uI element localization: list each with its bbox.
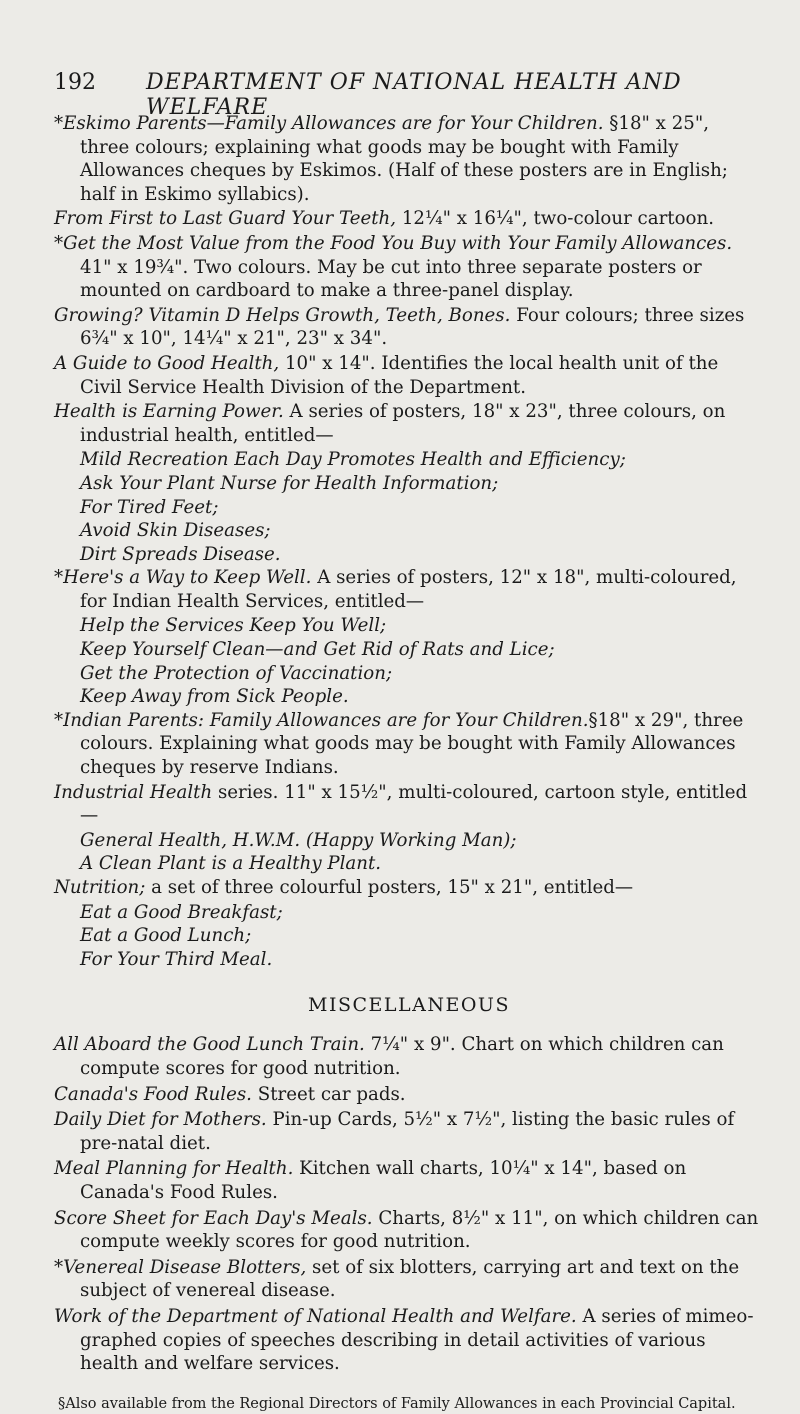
entry-subtitle: General Health, H.W.M. (Happy Working Man); [80,829,517,851]
entry-title: Canada's Food Rules. [54,1083,252,1105]
list-entry [54,352,764,399]
entry-description: 10" x 14". Identifies the local health unit of the Civil Service Health Division of the Department. [80,352,719,398]
page-body [54,112,764,1414]
entry-subtitle: Dirt Spreads Disease. [80,543,281,565]
entry-description: Kitchen wall charts, 10¼" x 14", based on Canada's Food Rules. [80,1158,687,1203]
entry-subtitle: Avoid Skin Diseases; [80,520,271,542]
entry-description: series. 11" x 15½", multi-coloured, cartoon style, entitled— [80,781,748,827]
entry-title: Growing? Vitamin D Helps Growth, Teeth, Bones. [54,304,511,326]
list-entry [54,304,764,351]
section-title-miscellaneous: MISCELLANEOUS [308,994,510,1017]
entry-title: From First to Last Guard Your Teeth, [54,208,397,230]
list-entry [54,1083,764,1107]
page-header [54,70,760,120]
list-entry [54,876,764,900]
entry-title: *Eskimo Parents—Family Allowances are for Your Children. [54,113,604,134]
entry-subtitle: Help the Services Keep You Well; [80,615,387,637]
entry-subtitle: For Your Third Meal. [80,948,273,970]
miscellaneous-list [54,1033,764,1375]
entry-title: All Aboard the Good Lunch Train. [54,1034,365,1056]
page-number: 192 [54,70,96,95]
entry-subtitle: Keep Away from Sick People. [80,686,349,708]
entry-description: Four colours; three sizes 6¾" x 10", 14¼" x 21", 23" x 34". [80,304,745,350]
entry-subtitle: For Tired Feet; [80,496,219,518]
entry-description: Pin-up Cards, 5½" x 7½", listing the basic rules of pre-natal diet. [80,1109,735,1154]
entry-description: A series of posters, 18" x 23", three colours, on industrial health, entitled— [80,401,726,446]
entry-title: Score Sheet for Each Day's Meals. [54,1207,373,1229]
list-entry [54,1157,764,1204]
entry-subtitle: Keep Yourself Clean—and Get Rid of Rats and Lice; [80,639,555,661]
list-entry [54,566,764,613]
entry-description: §18" x 29", three colours. Explaining what goods may be bought with Family Allowances cheques by reserve Indians. [80,709,744,779]
entry-description: 41" x 19¾". Two colours. May be cut into three separate posters or mounted on cardboard to make a three-panel display. [80,256,702,302]
running-title: DEPARTMENT OF NATIONAL HEALTH AND WELFARE [146,70,682,120]
entry-subtitle: Mild Recreation Each Day Promotes Health and Efficiency; [80,449,626,471]
entry-title: Work of the Department of National Health and Welfare. [54,1305,577,1327]
list-entry [54,709,764,780]
entry-description: A series of mimeo-graphed copies of speeches describing in detail activities of various health and welfare services. [80,1305,754,1375]
entry-subtitle: Eat a Good Breakfast; [80,901,283,923]
entry-description: set of six blotters, carrying art and text on the subject of venereal disease. [80,1256,740,1302]
entry-description: 12¼" x 16¼", two-colour cartoon. [396,208,714,230]
list-entry [54,1305,764,1376]
list-entry [54,1207,764,1254]
entry-description: A series of posters, 12" x 18", multi-coloured, for Indian Health Services, entitled— [80,567,737,612]
entry-title: Health is Earning Power. [54,401,284,423]
footnote: §Also available from the Regional Directors of Family Allowances in each Provincial Capital. [58,1395,736,1412]
entry-description: Charts, 8½" x 11", on which children can compute weekly scores for good nutrition. [80,1207,759,1253]
entry-subtitle: Eat a Good Lunch; [80,925,252,947]
entry-title: *Venereal Disease Blotters, [54,1256,307,1278]
list-entry [54,1033,764,1080]
entry-title: Meal Planning for Health. [54,1158,294,1180]
entry-subtitle: Ask Your Plant Nurse for Health Information; [80,472,499,494]
entry-title: Daily Diet for Mothers. [54,1109,267,1131]
entry-description: §18" x 25", three colours; explaining what goods may be bought with Family Allowances cheques by Eskimos. (Half of these posters are in English; half in Eskimo syllabics). [80,113,728,205]
list-entry [54,1108,764,1155]
entry-title: Nutrition; [54,877,146,898]
entry-title: *Get the Most Value from the Food You Buy with Your Family Allowances. [54,232,733,254]
entry-title: *Here's a Way to Keep Well. [54,567,312,589]
entry-subtitle: A Clean Plant is a Healthy Plant. [80,853,382,875]
entry-subtitle: Get the Protection of Vaccination; [80,662,393,684]
entry-description: 7¼" x 9". Chart on which children can compute scores for good nutrition. [80,1034,724,1079]
entry-title: A Guide to Good Health, [54,352,280,374]
entry-description: a set of three colourful posters, 15" x 21", entitled— [145,877,634,898]
entry-title: *Indian Parents: Family Allowances are for Your Children. [54,709,589,731]
list-entry [54,1256,764,1303]
entry-description: Street car pads. [251,1083,406,1105]
list-entry [54,781,764,828]
list-entry [54,232,764,303]
list-entry [54,400,764,447]
list-entry [54,112,764,206]
entry-title: Industrial Health [54,781,213,803]
list-entry [54,207,764,231]
poster-list [54,112,764,971]
